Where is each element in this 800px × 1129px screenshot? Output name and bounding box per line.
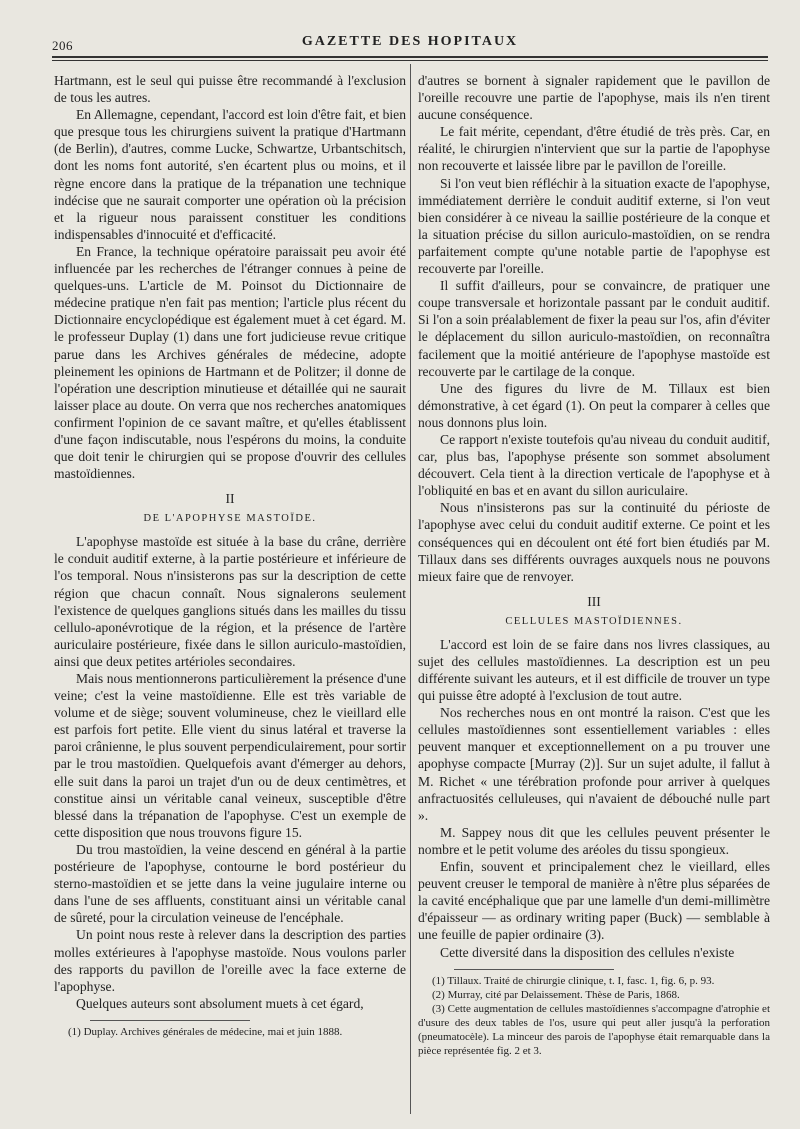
running-title: GAZETTE DES HOPITAUX [301, 34, 519, 49]
paragraph: d'autres se bornent à signaler rapidement que le pavillon de l'oreille recouvre une partie de l'apophyse, mais ils n'en tirent aucune conséquence. [418, 73, 770, 123]
paragraph: Si l'on veut bien réfléchir à la situation exacte de l'apophyse, immédiatement derrière le conduit auditif externe, si l'on veut bien considérer à ce niveau la saillie postérieure de la conque et la situation précise du sillon auriculo-mastoïdien, on se rendra parfaitement compte qu'une notable partie de l'apophyse est recouverte par l'oreille. [418, 175, 770, 277]
paragraph: Cette diversité dans la disposition des cellules n'existe [440, 944, 735, 960]
paragraph: Du trou mastoïdien, la veine descend en général à la partie postérieure de l'apophyse, contourne le bord postérieur du sterno-mastoïdien et se jette dans la veine jugulaire interne ou dans l'une de ses affluents, constituant ainsi un véritable canal de sûreté, pour la circulation veineuse de l'encéphale. [54, 841, 406, 926]
right-column [418, 72, 770, 1058]
header-rule [52, 56, 768, 58]
paragraph: Ce rapport n'existe toutefois qu'au niveau du conduit auditif, car, plus bas, l'apophyse présente son sommet absolument découvert. Cela tient à la direction verticale de l'apophyse et à l'obliquité en bas et en avant du sillon auriculaire. [418, 431, 770, 499]
column-divider [410, 64, 411, 1114]
footnote: (1) Duplay. Archives générales de médecine, mai et juin 1888. [68, 1025, 343, 1038]
page-header [52, 34, 768, 54]
paragraph: L'accord est loin de se faire dans nos livres classiques, au sujet des cellules mastoïdiennes. La description est un peu différente suivant les auteurs, et il est difficile de trouver un type qui puisse être adopté à l'exclusion de tout autre. [418, 636, 770, 704]
header-rule-thin [52, 60, 768, 61]
paragraph: Hartmann, est le seul qui puisse être recommandé à l'exclusion de tous les autres. [54, 73, 406, 106]
paragraph: Nous n'insisterons pas sur la continuité du périoste de l'apophyse avec celui du conduit auditif externe. Ce point et les conséquences qui en découlent ont été fort bien étudiés par M. Tillaux dans ses différents ouvrages auxquels nous ne pouvons mieux faire que de renvoyer. [418, 500, 770, 584]
paragraph: Nos recherches nous en ont montré la raison. C'est que les cellules mastoïdiennes sont essentiellement variables : elles peuvent manquer et exceptionnellement on a pu trouver une apophyse compacte [Murray (2)]. Sur un sujet adulte, il fallut à M. Richet « une térébration profonde pour arriver à quelques anfractuosités celluleuses, qui n'avaient de débouché nulle part ». [418, 705, 770, 823]
paragraph: M. Sappey nous dit que les cellules peuvent présenter le nombre et le petit volume des aréoles du tissu spongieux. [418, 824, 770, 857]
footnote: (3) Cette augmentation de cellules mastoïdiennes s'accompagne d'atrophie et d'usure des deux tables de l'os, usure qui peut aller jusqu'à la perforation (pneumatocèle). La minceur des parois de l'apophyse était remarquable dans la pièce représentée fig. 2 et 3. [418, 1002, 770, 1057]
paragraph: Il suffit d'ailleurs, pour se convaincre, de pratiquer une coupe transversale et horizontale passant par le conduit auditif. Si l'on a soin préalablement de fixer la peau sur l'os, afin d'éviter le déplacement du sillon auriculo-mastoïdien, on reconnaîtra facilement que la moitié antérieure de l'apophyse mastoïde est recouverte par le cartilage de la conque. [418, 278, 770, 379]
footnote: (2) Murray, cité par Delaissement. Thèse de Paris, 1868. [432, 988, 680, 1001]
paragraph: Le fait mérite, cependant, d'être étudié de très près. Car, en réalité, le chirurgien n'intervient que sur la partie de l'apophyse non recouverte et laissée libre par le pavillon de l'oreille. [418, 124, 770, 174]
footnote: (1) Tillaux. Traité de chirurgie clinique, t. I, fasc. 1, fig. 6, p. 93. [432, 974, 715, 987]
left-column [54, 72, 406, 1039]
footnote-rule [454, 969, 614, 970]
section-number: II [225, 491, 235, 507]
section-number: III [587, 593, 601, 609]
footnote-rule [90, 1020, 250, 1021]
paragraph: En Allemagne, cependant, l'accord est loin d'être fait, et bien que presque tous les chirurgiens suivent la pratique d'Hartmann (de Berlin), d'autres, comme Lucke, Schwartze, Urbantschitsch, dont les noms font autorité, s'en écartent plus ou moins, et il règne encore dans la pratique de la trépanation une technique indécise que ne saurait comporter une opération où la précision et la rigueur nous paraissent constituer les conditions indispensables d'innocuité et d'efficacité. [54, 107, 406, 242]
paragraph: Enfin, souvent et principalement chez le vieillard, elles peuvent creuser le temporal de manière à n'être plus séparées de la cavité encéphalique que par une lamelle d'un demi-millimètre d'épaisseur — as ordinary writing paper (Buck) — semblable à une feuille de papier ordinaire (3). [418, 859, 770, 943]
paragraph: En France, la technique opératoire paraissait peu avoir été influencée par les recherches de l'étranger connues à peine de quelques-uns. L'article de M. Poinsot du Dictionnaire de médecine pratique n'en fait pas mention; l'article plus récent du Dictionnaire encyclopédique est également muet à cet égard. M. le professeur Duplay (1) dans une fort judicieuse revue critique parue dans les Archives générales de médecine, adopte pleinement les opinions de Hartmann et de Politzer; il donne de l'opération une description minutieuse et détaillée qui ne saurait laisser place au doute. On verra que nos recherches anatomiques confirment l'opinion de ce savant maître, et qu'elles établissent d'une façon indiscutable, nous l'espérons du moins, la conduite que doit tenir le chirurgien qui se propose d'ouvrir des cellules mastoïdiennes. [54, 243, 406, 482]
section-title: CELLULES MASTOÏDIENNES. [505, 615, 683, 627]
paragraph: Une des figures du livre de M. Tillaux est bien démonstrative, à cet égard (1). On peut la comparer à celles que nous donnons plus loin. [418, 380, 770, 430]
paragraph: Quelques auteurs sont absolument muets à cet égard, [76, 995, 364, 1011]
paragraph: Un point nous reste à relever dans la description des parties molles extérieures à l'apophyse mastoïde. Nous voulons parler des rapports du pavillon de l'oreille avec la face externe de l'apophyse. [54, 927, 406, 994]
section-title: DE L'APOPHYSE MASTOÏDE. [143, 513, 317, 525]
page-number: 206 [52, 38, 73, 53]
paragraph: L'apophyse mastoïde est située à la base du crâne, derrière le conduit auditif externe, à la partie postérieure et inférieure de l'os temporal. Nous n'insisterons pas sur la description de cette région que chacun connaît. Nous signalerons seulement l'existence de quelques ganglions situés dans les mailles du tissu cellulo-aponévrotique de la région, et la présence de l'artère auriculaire postérieure, fixée dans le sillon auriculo-mastoïdien, ainsi que deux petites artérioles secondaires. [54, 534, 406, 669]
paragraph: Mais nous mentionnerons particulièrement la présence d'une veine; c'est la veine mastoïdienne. Elle est très variable de volume et de siège; souvent volumineuse, chez le vieillard elle est parfois fort petite. Elle vient du sinus latéral et traverse la paroi crânienne, le plus souvent perpendiculairement, pour sortir par le trou mastoïdien. Quelquefois avant d'émerger au dehors, elle suit dans la paroi un trajet d'un ou de deux centimètres, et constitue ainsi un véritable canal veineux, susceptible d'être blessé dans la trépanation de l'apophyse. C'est un exemple de cette disposition que nous trouvons figure 15. [54, 671, 406, 840]
